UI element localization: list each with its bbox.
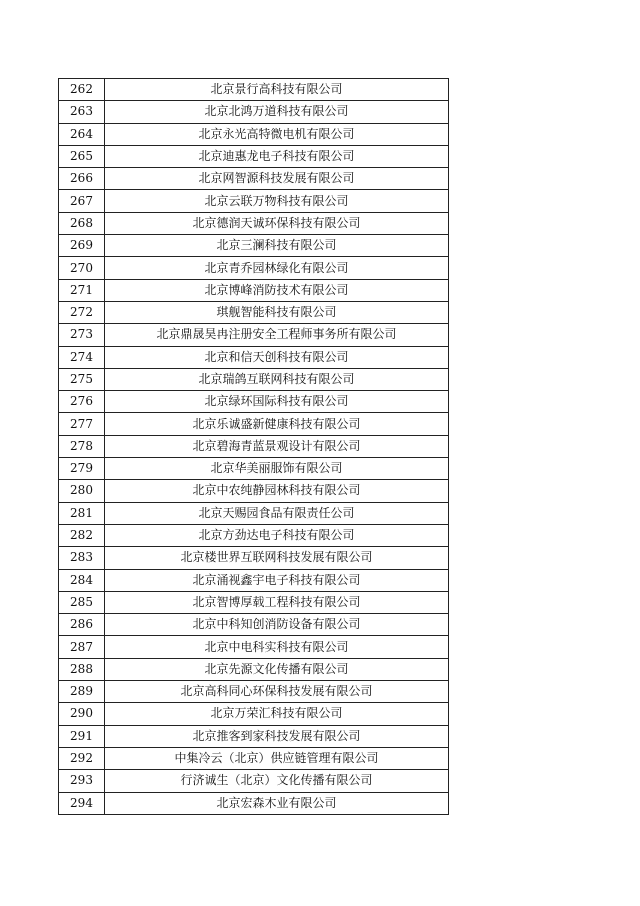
row-number: 263: [59, 101, 105, 123]
company-name: 北京瑞鸽互联网科技有限公司: [105, 368, 449, 390]
company-name: 北京迪惠龙电子科技有限公司: [105, 145, 449, 167]
company-name: 北京涌视鑫宇电子科技有限公司: [105, 569, 449, 591]
table-row: [59, 257, 449, 279]
company-name: 北京鼎晟昊冉注册安全工程师事务所有限公司: [105, 324, 449, 346]
row-number: 272: [59, 301, 105, 323]
company-name: 北京高科同心环保科技发展有限公司: [105, 681, 449, 703]
table-row: [59, 614, 449, 636]
row-number: 278: [59, 435, 105, 457]
company-list-table: [58, 78, 449, 815]
table-row: [59, 145, 449, 167]
table-row: [59, 279, 449, 301]
table-row: [59, 368, 449, 390]
company-name: 北京北鸿万道科技有限公司: [105, 101, 449, 123]
row-number: 285: [59, 591, 105, 613]
table-row: [59, 480, 449, 502]
row-number: 287: [59, 636, 105, 658]
company-name: 北京华美丽服饰有限公司: [105, 458, 449, 480]
table-row: [59, 591, 449, 613]
table-row: [59, 703, 449, 725]
table-row: [59, 324, 449, 346]
row-number: 281: [59, 502, 105, 524]
table-row: [59, 658, 449, 680]
company-name: 行济诚生（北京）文化传播有限公司: [105, 770, 449, 792]
company-name: 北京万荣汇科技有限公司: [105, 703, 449, 725]
company-name: 北京景行高科技有限公司: [105, 79, 449, 101]
row-number: 274: [59, 346, 105, 368]
row-number: 271: [59, 279, 105, 301]
row-number: 289: [59, 681, 105, 703]
company-name: 北京智博厚载工程科技有限公司: [105, 591, 449, 613]
row-number: 267: [59, 190, 105, 212]
table-row: [59, 301, 449, 323]
company-name: 中集冷云（北京）供应链管理有限公司: [105, 747, 449, 769]
row-number: 291: [59, 725, 105, 747]
row-number: 280: [59, 480, 105, 502]
table-row: [59, 212, 449, 234]
table-row: [59, 792, 449, 814]
company-name: 北京三澜科技有限公司: [105, 235, 449, 257]
row-number: 279: [59, 458, 105, 480]
table-row: [59, 346, 449, 368]
table-row: [59, 524, 449, 546]
company-name: 北京和信天创科技有限公司: [105, 346, 449, 368]
row-number: 268: [59, 212, 105, 234]
company-list-body: [59, 79, 449, 815]
company-name: 北京方劲达电子科技有限公司: [105, 524, 449, 546]
row-number: 292: [59, 747, 105, 769]
row-number: 273: [59, 324, 105, 346]
table-row: [59, 747, 449, 769]
company-name: 北京云联万物科技有限公司: [105, 190, 449, 212]
table-row: [59, 391, 449, 413]
table-row: [59, 725, 449, 747]
row-number: 282: [59, 524, 105, 546]
table-row: [59, 123, 449, 145]
company-name: 北京中电科实科技有限公司: [105, 636, 449, 658]
row-number: 283: [59, 547, 105, 569]
company-name: 北京推客到家科技发展有限公司: [105, 725, 449, 747]
table-row: [59, 547, 449, 569]
company-name: 北京中农纯静园林科技有限公司: [105, 480, 449, 502]
table-row: [59, 569, 449, 591]
table-row: [59, 502, 449, 524]
row-number: 275: [59, 368, 105, 390]
company-name: 北京博峰消防技术有限公司: [105, 279, 449, 301]
table-row: [59, 636, 449, 658]
company-name: 北京乐诚盛新健康科技有限公司: [105, 413, 449, 435]
row-number: 288: [59, 658, 105, 680]
row-number: 284: [59, 569, 105, 591]
row-number: 262: [59, 79, 105, 101]
company-name: 北京中科知创消防设备有限公司: [105, 614, 449, 636]
company-name: 北京宏森木业有限公司: [105, 792, 449, 814]
company-name: 北京楼世界互联网科技发展有限公司: [105, 547, 449, 569]
company-name: 北京碧海青蓝景观设计有限公司: [105, 435, 449, 457]
table-row: [59, 168, 449, 190]
table-row: [59, 458, 449, 480]
row-number: 270: [59, 257, 105, 279]
company-name: 北京网智源科技发展有限公司: [105, 168, 449, 190]
company-name: 北京永光高特微电机有限公司: [105, 123, 449, 145]
table-row: [59, 101, 449, 123]
table-row: [59, 79, 449, 101]
table-row: [59, 413, 449, 435]
row-number: 290: [59, 703, 105, 725]
row-number: 286: [59, 614, 105, 636]
row-number: 266: [59, 168, 105, 190]
row-number: 269: [59, 235, 105, 257]
company-name: 琪舰智能科技有限公司: [105, 301, 449, 323]
company-name: 北京德润天诚环保科技有限公司: [105, 212, 449, 234]
row-number: 265: [59, 145, 105, 167]
company-name: 北京绿环国际科技有限公司: [105, 391, 449, 413]
company-name: 北京先源文化传播有限公司: [105, 658, 449, 680]
company-name: 北京天赐园食品有限责任公司: [105, 502, 449, 524]
table-row: [59, 770, 449, 792]
table-row: [59, 190, 449, 212]
row-number: 294: [59, 792, 105, 814]
row-number: 293: [59, 770, 105, 792]
row-number: 264: [59, 123, 105, 145]
row-number: 276: [59, 391, 105, 413]
company-name: 北京青乔园林绿化有限公司: [105, 257, 449, 279]
row-number: 277: [59, 413, 105, 435]
table-row: [59, 235, 449, 257]
table-row: [59, 435, 449, 457]
table-row: [59, 681, 449, 703]
